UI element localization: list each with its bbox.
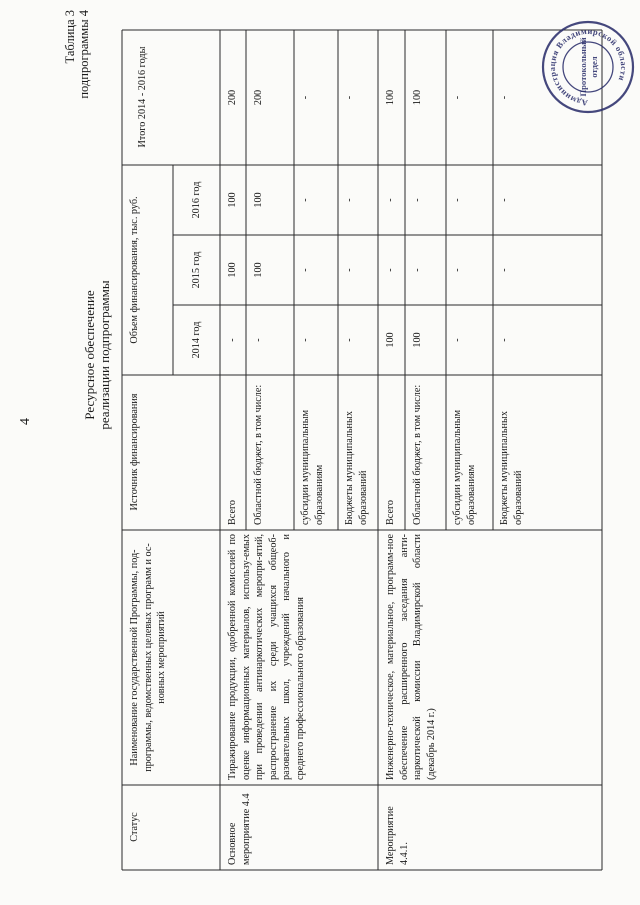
page-number: 4: [18, 418, 33, 425]
block2-row4-2016: -: [499, 198, 510, 202]
block1-row2-2014: -: [253, 338, 264, 342]
block1-row3-source: субсидии муниципальным образованиям: [300, 409, 325, 525]
block1-row1-2015: 100: [227, 262, 238, 278]
header-status: Статус: [129, 812, 140, 842]
block1-row3-total: -: [300, 95, 311, 100]
block2-row3-2015: -: [452, 268, 463, 272]
block1-row4-2015: -: [344, 268, 355, 272]
header-year-2014: 2014 год: [191, 321, 202, 359]
header-year-2016: 2016 год: [191, 181, 202, 219]
block2-row3-total: -: [452, 95, 463, 100]
block1-row2-source: Областной бюджет, в том числе:: [253, 384, 264, 525]
block1-row2-2016: 100: [253, 192, 264, 208]
block2-row1-2014: 100: [385, 332, 396, 348]
block1-row1-2016: 100: [227, 192, 238, 208]
block2-status: Мероприятие 4.4.1.: [385, 806, 410, 865]
block2-row3-2014: -: [452, 338, 463, 342]
block1-row1-source: Всего: [227, 500, 238, 525]
block2-row2-2016: -: [412, 198, 423, 202]
block2-row4-total: -: [499, 95, 510, 100]
block2-row1-2015: -: [385, 268, 396, 272]
section-title-line1: Ресурсное обеспечение: [82, 290, 97, 420]
block1-row4-2014: -: [344, 338, 355, 342]
block2-row1-total: 100: [385, 89, 396, 106]
block2-row2-source: Областной бюджет, в том числе:: [412, 384, 423, 525]
block2-row4-source: Бюджеты муниципальных образований: [499, 411, 524, 525]
header-name: Наименование государственной Программы, под-программы, ведомственных целевых программ и ос-новных мероприятий: [129, 543, 167, 772]
block2-row2-2015: -: [412, 268, 423, 272]
section-title-line2: реализации подпрограммы: [97, 280, 112, 430]
block1-row3-2014: -: [300, 338, 311, 342]
block1-row2-2015: 100: [253, 262, 264, 278]
block2-row4-2014: -: [499, 338, 510, 342]
block1-row1-2014: -: [227, 338, 238, 342]
block2-row3-2016: -: [452, 198, 463, 202]
header-year-2015: 2015 год: [191, 251, 202, 289]
stamp-ring-text: Администрация Владимирской области: [547, 26, 629, 108]
block1-row2-total: 200: [253, 89, 264, 106]
block1-row3-2016: -: [300, 198, 311, 202]
table-number-line1: Таблица 3: [63, 10, 77, 64]
header-source: Источник финансирования: [129, 393, 140, 511]
block1-row1-total: 200: [227, 89, 238, 106]
block2-row3-source: субсидии муниципальным образованиям: [452, 409, 477, 525]
stamp-seal-icon: [540, 19, 636, 115]
stamp-inner-ring: [563, 42, 613, 92]
block1-status: Основное мероприятие 4.4: [227, 793, 252, 865]
block2-name: Инженерно-техническое, материальное, программ-ное обеспечение расширенного заседания анти-наркотической комиссии Владимирской области (декабрь 2014 г.): [385, 534, 437, 780]
block1-row3-2015: -: [300, 268, 311, 272]
block1-row4-2016: -: [344, 198, 355, 202]
block2-row2-2014: 100: [412, 332, 423, 348]
block1-name: Тиражирование продукции, одобренной комиссией по оценке информационных материалов, использу-емых при проведении антинаркотических меропри-ятий, распространение их среди учащихся общеоб-разовательных школ, учреждений начального и среднего профессионального образования: [227, 534, 306, 780]
stamp-center-line2: отдел: [589, 56, 599, 78]
block1-row4-source: Бюджеты муниципальных образований: [344, 411, 369, 525]
block1-row4-total: -: [344, 95, 355, 100]
block2-row4-2015: -: [499, 268, 510, 272]
stamp-center-line1: Протокольный: [578, 37, 588, 97]
block2-row1-source: Всего: [385, 500, 396, 525]
header-total: Итого 2014 - 2016 годы: [137, 46, 148, 148]
block2-row2-total: 100: [412, 89, 423, 106]
official-stamp: [540, 19, 636, 115]
block2-row1-2016: -: [385, 198, 396, 202]
header-funding: Объем финансирования, тыс. руб.: [129, 196, 140, 344]
table-number-line2: подпрограммы 4: [77, 10, 91, 99]
